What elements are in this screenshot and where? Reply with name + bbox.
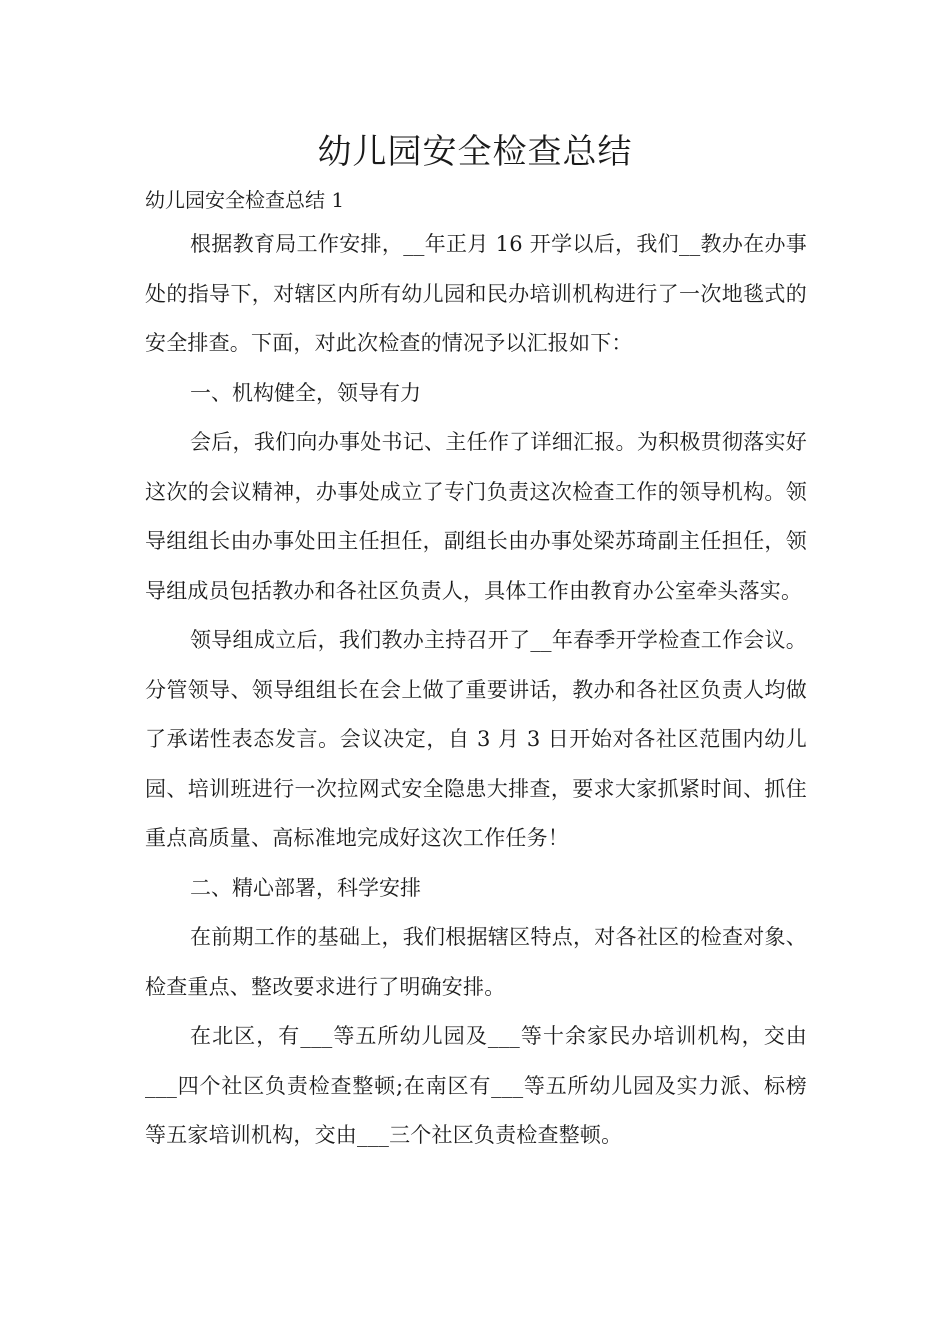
paragraph-arrangement: 在前期工作的基础上，我们根据辖区特点，对各社区的检查对象、检查重点、整改要求进行了明确安排。 — [145, 925, 807, 999]
paragraph-districts: 在北区，有___等五所幼儿园及___等十余家民办培训机构，交由___四个社区负责检查整顿;在南区有___等五所幼儿园及实力派、标榜等五家培训机构，交由___三个社区负责检查整顿。 — [145, 1024, 807, 1147]
paragraph-leadership: 会后，我们向办事处书记、主任作了详细汇报。为积极贯彻落实好这次的会议精神，办事处成立了专门负责这次检查工作的领导机构。领导组组长由办事处田主任担任，副组长由办事处梁苏琦副主任担任，领导组成员包括教办和各社区负责人，具体工作由教育办公室牵头落实。 — [145, 430, 807, 603]
section-heading-1: 一、机构健全，领导有力 — [190, 380, 421, 405]
document-body — [145, 180, 807, 1161]
paragraph-intro: 根据教育局工作安排，__年正月 16 开学以后，我们__教办在办事处的指导下，对辖区内所有幼儿园和民办培训机构进行了一次地毯式的安全排查。下面，对此次检查的情况予以汇报如下： — [145, 232, 807, 355]
document-title: 幼儿园安全检查总结 — [317, 132, 633, 172]
document-subtitle: 幼儿园安全检查总结 1 — [145, 188, 345, 212]
section-heading-2: 二、精心部署，科学安排 — [190, 875, 421, 900]
paragraph-meeting: 领导组成立后，我们教办主持召开了__年春季开学检查工作会议。分管领导、领导组组长在会上做了重要讲话，教办和各社区负责人均做了承诺性表态发言。会议决定，自 3 月 3 日开始对各社区范围内幼儿园、培训班进行一次拉网式安全隐患大排查，要求大家抓紧时间、抓住重点高质量、高标准地完成好这次工作任务！ — [145, 628, 807, 850]
